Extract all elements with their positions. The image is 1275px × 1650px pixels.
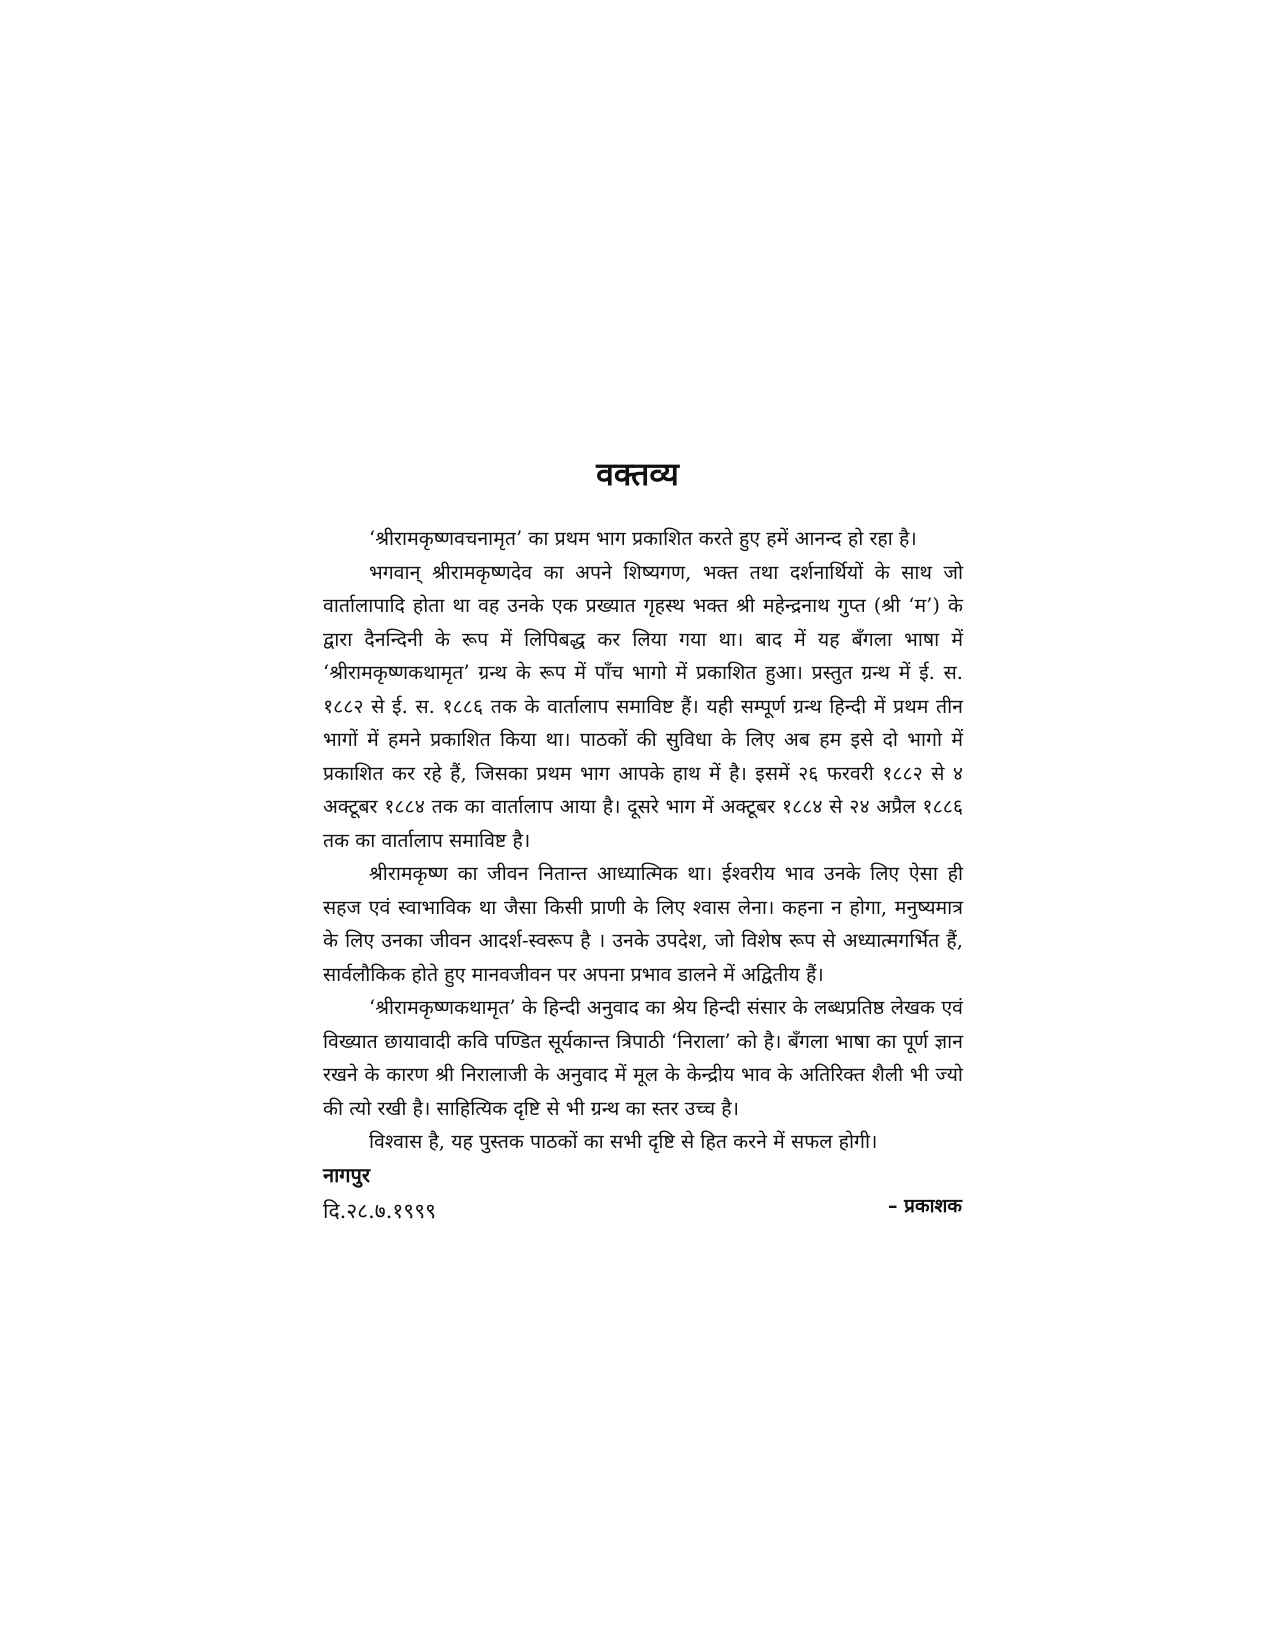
date-line: दि.२८.७.१९९९ <box>323 1199 437 1223</box>
paragraph-5: विश्वास है, यह पुस्तक पाठकों का सभी दृष्टि से हित करने में सफल होगी। <box>369 1130 878 1153</box>
page-title: वक्तव्य <box>596 455 679 493</box>
body-text <box>323 522 963 1159</box>
paragraph-3: श्रीरामकृष्ण का जीवन नितान्त आध्यात्मिक था। ईश्वरीय भाव उनके लिए ऐसा ही सहज एवं स्वाभाविक था जैसा किसी प्राणी के लिए श्वास लेना। कहना न होगा, मनुष्यमात्र के लिए उनका जीवन आदर्श-स्वरूप है । उनके उपदेश, जो विशेष रूप से अध्यात्मगर्भित हैं, सार्वलौकिक होते हुए मानवजीवन पर अपना प्रभाव डालने में अद्वितीय हैं। <box>323 862 963 986</box>
publisher-signature: – प्रकाशक <box>888 1195 962 1217</box>
paragraph-1: ‘श्रीरामकृष्णवचनामृत’ का प्रथम भाग प्रकाशित करते हुए हमें आनन्द हो रहा है। <box>369 527 917 550</box>
place-name: नागपुर <box>323 1163 371 1187</box>
paragraph-4: ‘श्रीरामकृष्णकथामृत’ के हिन्दी अनुवाद का श्रेय हिन्दी संसार के लब्धप्रतिष्ठ लेखक एवं विख्यात छायावादी कवि पण्डित सूर्यकान्त त्रिपाठी ‘निराला’ को है। बँगला भाषा का पूर्ण ज्ञान रखने के कारण श्री निरालाजी के अनुवाद में मूल के केन्द्रीय भाव के अतिरिक्त शैली भी ज्यो की त्यो रखी है। साहित्यिक दृष्टि से भी ग्रन्थ का स्तर उच्च है। <box>323 996 963 1120</box>
paragraph-2: भगवान् श्रीरामकृष्णदेव का अपने शिष्यगण, भक्त तथा दर्शनार्थियों के साथ जो वार्तालापादि होता था वह उनके एक प्रख्यात गृहस्थ भक्त श्री महेन्द्रनाथ गुप्त (श्री ‘म’) के द्वारा दैनन्दिनी के रूप में लिपिबद्ध कर लिया गया था। बाद में यह बँगला भाषा में ‘श्रीरामकृष्णकथामृत’ ग्रन्थ के रूप में पाँच भागो में प्रकाशित हुआ। प्रस्तुत ग्रन्थ में ई. स. १८८२ से ई. स. १८८६ तक के वार्तालाप समाविष्ट हैं। यही सम्पूर्ण ग्रन्थ हिन्दी में प्रथम तीन भागों में हमने प्रकाशित किया था। पाठकों की सुविधा के लिए अब हम इसे दो भागो में प्रकाशित कर रहे हैं, जिसका प्रथम भाग आपके हाथ में है। इसमें २६ फरवरी १८८२ से ४ अक्टूबर १८८४ तक का वार्तालाप आया है। दूसरे भाग में अक्टूबर १८८४ से २४ अप्रैल १८८६ तक का वार्तालाप समाविष्ट है। <box>323 560 963 852</box>
